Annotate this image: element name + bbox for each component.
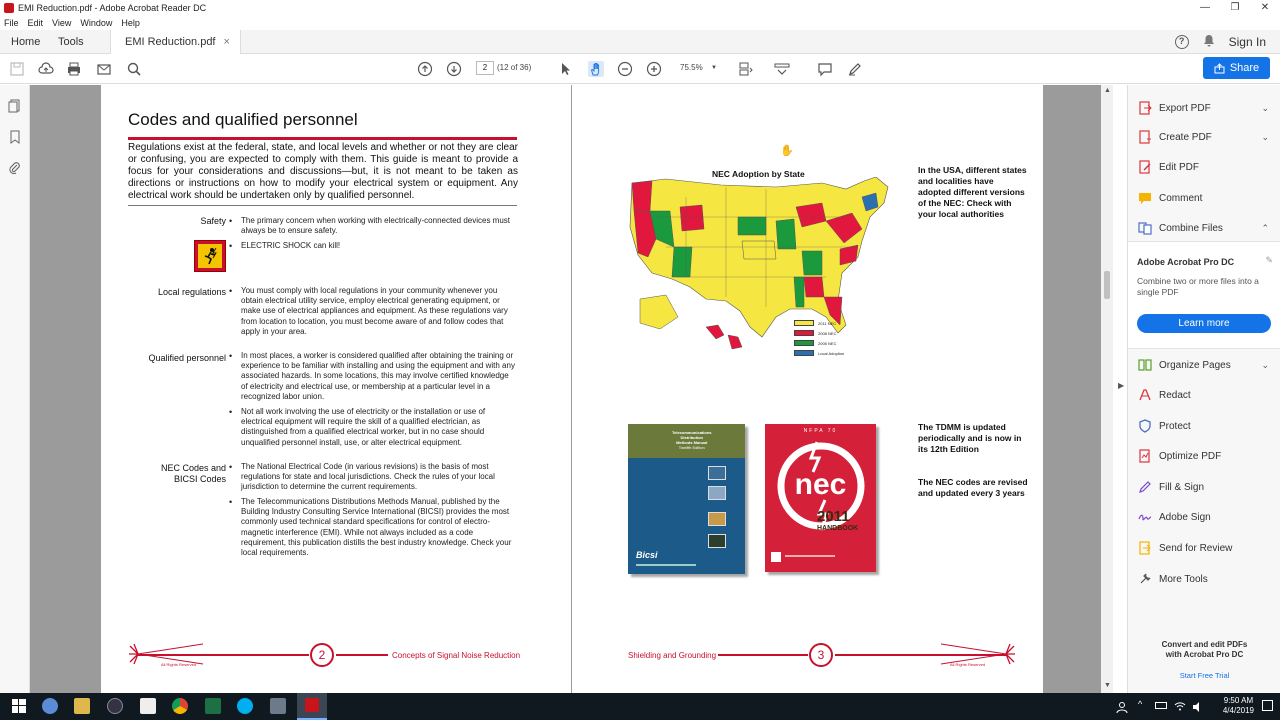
share-button[interactable] — [1203, 57, 1270, 79]
tab-document-label: EMI Reduction.pdf — [125, 36, 216, 48]
tool-label: Protect — [1159, 420, 1191, 432]
book-photo — [708, 512, 726, 526]
menu-bar — [0, 16, 1280, 30]
footer-page-number: 2 — [310, 643, 334, 667]
share-label: Share — [1229, 62, 1260, 74]
section-label-safety: Safety — [200, 216, 226, 226]
chevron-up-icon: ⌃ — [1261, 222, 1269, 233]
terminal-app-icon[interactable] — [270, 698, 286, 714]
nfpa-logo — [771, 552, 781, 562]
legend-swatch — [794, 350, 814, 356]
select-cursor-icon[interactable] — [557, 60, 575, 78]
nec-handbook-cover — [765, 424, 876, 572]
tool-label: Comment — [1159, 192, 1203, 204]
chevron-down-icon: ⌄ — [1261, 102, 1269, 113]
hand-cursor-icon: ✋ — [780, 145, 794, 157]
book-year: 2011 — [817, 508, 850, 525]
book-edition: Twelfth Edition — [678, 445, 705, 450]
page-count-label: (12 of 36) — [497, 63, 532, 72]
edit-pdf-icon — [1138, 160, 1152, 174]
save-icon[interactable] — [8, 60, 26, 78]
document-viewport[interactable] — [30, 85, 1113, 693]
footer-rule — [718, 654, 808, 656]
intro-divider — [128, 205, 517, 206]
footer-chapter-title: Shielding and Grounding — [628, 651, 717, 660]
tool-label: Redact — [1159, 389, 1191, 401]
excel-icon[interactable] — [205, 698, 221, 714]
book-photo — [708, 534, 726, 548]
section-label-line: NEC Codes and — [160, 463, 226, 473]
optimize-pdf-icon — [1138, 449, 1152, 463]
email-icon[interactable] — [95, 60, 113, 78]
acrobat-pro-promo — [1128, 241, 1280, 349]
zoom-dropdown[interactable] — [676, 61, 722, 75]
tool-send-for-review[interactable] — [1138, 538, 1273, 558]
scrollbar-thumb[interactable] — [1104, 271, 1110, 299]
left-navigation-rail — [0, 85, 30, 693]
book-top-label: NFPA 70 — [803, 428, 838, 434]
tool-label: More Tools — [1159, 573, 1208, 585]
tool-label: Edit PDF — [1159, 161, 1200, 173]
legend-swatch — [794, 330, 814, 336]
tab-close-icon[interactable]: × — [223, 36, 230, 48]
bookmark-icon[interactable] — [8, 130, 22, 144]
pin-icon[interactable]: ✎ — [1265, 255, 1273, 265]
camera-app-icon[interactable] — [140, 698, 156, 714]
chevron-down-icon: ⌄ — [1261, 359, 1269, 370]
bullet-item: • In most places, a worker is considered qualified after obtaining the training or experience to be familiar with installing and using the equipment and with any associated hazards. In some locations, this may involve certified knowledge of electricity and electrical use, or membership at a particular level in a recognized labor union. — [241, 351, 516, 402]
book-title-line: Telecommunications — [672, 430, 712, 435]
more-tools-icon — [1138, 572, 1152, 586]
map-title: NEC Adoption by State — [712, 169, 805, 179]
tool-export-pdf[interactable] — [1138, 98, 1273, 118]
page-view-icon[interactable] — [736, 60, 754, 78]
comment-tool-icon — [1138, 191, 1152, 205]
bicsi-logo: Bicsi — [636, 550, 658, 560]
tool-label: Create PDF — [1159, 131, 1212, 143]
hand-tool-icon[interactable] — [587, 60, 605, 78]
chevron-down-icon: ⌄ — [1261, 131, 1269, 142]
tool-label: Organize Pages — [1159, 359, 1231, 371]
convert-line: Convert and edit PDFs — [1161, 640, 1248, 649]
book-footer-line — [636, 564, 696, 566]
legend-label: 2008 NEC — [818, 330, 837, 336]
people-icon[interactable] — [1116, 700, 1128, 712]
book-photo — [708, 486, 726, 500]
scroll-down-arrow-icon[interactable]: ▼ — [1104, 682, 1111, 689]
chrome-icon[interactable] — [172, 698, 188, 714]
bullet-item: • You must comply with local regulations in your community whenever you obtain electrical utility service, employ electrical generating equipment, or make use of electrical appliances and equipment. As these regulations vary from location to location, you must become aware of and follow codes that apply in your area. — [241, 286, 516, 337]
skype-icon[interactable] — [237, 698, 253, 714]
legend-item — [794, 330, 836, 336]
send-for-review-icon — [1138, 541, 1152, 555]
footer-rights: All Rights Reserved — [161, 662, 197, 667]
page-number-input[interactable]: 2 — [476, 61, 494, 75]
book-footer-line — [785, 555, 835, 557]
windows-start-icon[interactable] — [12, 699, 26, 713]
us-nec-adoption-map — [626, 177, 898, 363]
battery-icon[interactable] — [1155, 702, 1167, 709]
convert-promo-text — [1128, 640, 1280, 660]
wifi-icon[interactable] — [1174, 699, 1186, 711]
zoom-out-icon[interactable] — [616, 60, 634, 78]
tab-tools[interactable]: Tools — [58, 36, 84, 48]
tools-panel — [1118, 85, 1280, 693]
tab-home[interactable]: Home — [11, 36, 41, 48]
tool-protect[interactable] — [1138, 416, 1273, 436]
search-taskbar-icon[interactable] — [107, 698, 123, 714]
map-side-note: In the USA, different states and localities have adopted different versions of the NEC: Check with your local authorities — [918, 165, 1027, 219]
previous-page-icon[interactable] — [416, 60, 434, 78]
tab-document[interactable] — [110, 30, 241, 54]
nec-logo-text: nec — [794, 468, 847, 501]
tdmm-side-note: The TDMM is updated periodically and is now in its 12th Edition — [918, 422, 1022, 454]
tool-adobe-sign[interactable] — [1138, 507, 1273, 527]
page-thumbnails-icon[interactable] — [8, 99, 22, 113]
acrobat-app-icon — [4, 3, 14, 13]
learn-more-button[interactable]: Learn more — [1137, 314, 1271, 333]
print-icon[interactable] — [65, 60, 83, 78]
menu-file[interactable]: File — [4, 18, 19, 28]
tool-label: Optimize PDF — [1159, 450, 1222, 462]
nec-side-note: The NEC codes are revised and updated every 3 years — [918, 477, 1028, 498]
book-subtitle: HANDBOOK — [817, 525, 859, 532]
search-icon[interactable] — [125, 60, 143, 78]
footer-page-number: 3 — [809, 643, 833, 667]
taskbar-clock[interactable] — [1223, 696, 1254, 716]
close-window-button[interactable]: ✕ — [1260, 2, 1270, 13]
adobe-sign-icon — [1138, 510, 1152, 524]
page-title: Codes and qualified personnel — [128, 110, 358, 129]
tool-comment[interactable] — [1138, 188, 1273, 208]
legend-item — [794, 350, 844, 356]
minimize-button[interactable]: — — [1200, 2, 1210, 13]
legend-label: 2005 NEC — [818, 340, 837, 346]
chevron-down-icon: ▼ — [711, 65, 717, 71]
tool-label: Adobe Sign — [1159, 511, 1211, 523]
clock-time: 9:50 AM — [1223, 696, 1254, 705]
tool-label: Send for Review — [1159, 542, 1233, 554]
cortana-icon[interactable] — [42, 698, 58, 714]
windows-taskbar — [0, 693, 1280, 720]
menu-view[interactable]: View — [52, 18, 72, 28]
legend-item — [794, 320, 836, 326]
show-hidden-icons-chevron-icon[interactable]: ^ — [1138, 699, 1143, 709]
tool-combine-files[interactable] — [1138, 218, 1273, 238]
bullet-item: • The primary concern when working with electrically-connected devices must always be to ensure safety. — [241, 216, 516, 236]
toolbar — [0, 54, 1280, 84]
section-label-local-regulations: Local regulations — [157, 287, 226, 297]
menu-edit[interactable]: Edit — [27, 18, 44, 28]
bullet-item: • The Telecommunications Distributions Methods Manual, published by the Building Industry Consulting Service International (BICSI) provides the most commonly used technical standard specifications for control of electro-magnetic interference (EMI). While not always included as a code requirement, this publication distills the best industry knowledge. Check your local requirements. — [241, 497, 516, 558]
window-title: EMI Reduction.pdf - Adobe Acrobat Reader DC — [18, 3, 207, 13]
tool-redact[interactable] — [1138, 385, 1273, 405]
file-explorer-icon[interactable] — [74, 698, 90, 714]
fill-sign-icon — [1138, 480, 1152, 494]
tool-edit-pdf[interactable] — [1138, 157, 1273, 177]
footer-rule — [336, 654, 388, 656]
footer-chapter-title: Concepts of Signal Noise Reduction — [392, 651, 521, 660]
legend-label: Local Adoption — [818, 350, 845, 356]
scroll-up-arrow-icon[interactable]: ▲ — [1104, 87, 1111, 94]
section-label-nec-bicsi — [161, 463, 226, 485]
book-photo — [708, 466, 726, 480]
pdf-page-left — [101, 85, 571, 693]
tool-organize-pages[interactable] — [1138, 355, 1273, 375]
combine-files-icon — [1138, 221, 1152, 235]
footer-rule — [138, 654, 309, 656]
attachment-icon[interactable] — [8, 161, 22, 175]
tool-label: Combine Files — [1159, 222, 1223, 234]
book-title-line: Distribution — [680, 435, 703, 440]
section-label-qualified-personnel: Qualified personnel — [148, 353, 226, 363]
bullet-item: • Not all work involving the use of electricity or the installation or use of electrical equipment will require the skill of a qualified electrician, as distinguished from a qualified electrical worker, but in no case should unqualified personnel install, use, or alter electrical equipment. — [241, 407, 516, 448]
sign-in-link[interactable]: Sign In — [1228, 35, 1266, 49]
acrobat-taskbar-icon — [305, 698, 319, 712]
upload-cloud-icon[interactable] — [37, 60, 55, 78]
tool-label: Fill & Sign — [1159, 481, 1205, 493]
help-icon[interactable]: ? — [1175, 35, 1189, 49]
intro-paragraph: Regulations exist at the federal, state, and local levels and whether or not they are clear or confusing, you are expected to comply with them. This guide is meant to provide a focus for your considerations and discussions—but, it is not meant to be taken as directions or instructions on how to modify your electrical system or equipment. Any electrical work should be undertaken only by qualified personnel. — [128, 142, 518, 201]
tool-optimize-pdf[interactable] — [1138, 446, 1273, 466]
tool-create-pdf[interactable] — [1138, 127, 1273, 147]
export-pdf-icon — [1138, 101, 1152, 115]
convert-line: with Acrobat Pro DC — [1165, 650, 1244, 659]
shield-icon — [1138, 419, 1152, 433]
legend-item — [794, 340, 836, 346]
acrobat-taskbar-button[interactable] — [297, 693, 327, 720]
book-title-line: Methods Manual — [676, 440, 708, 445]
zoom-value: 75.5% — [680, 63, 703, 72]
comment-icon[interactable] — [816, 60, 834, 78]
legend-label: 2011 NEC — [818, 320, 837, 326]
volume-icon[interactable] — [1192, 700, 1204, 712]
tool-more-tools[interactable] — [1138, 569, 1273, 589]
next-page-icon[interactable] — [445, 60, 463, 78]
electric-shock-warning-icon — [194, 240, 226, 272]
legend-swatch — [794, 340, 814, 346]
organize-pages-icon — [1138, 358, 1152, 372]
bullet-item: • The National Electrical Code (in various revisions) is the basis of most regulations for state and local jurisdictions. Check the rules of your local jurisdiction to determine the current requirements. — [241, 462, 516, 493]
legend-swatch — [794, 320, 814, 326]
footer-rights: All Rights Reserved — [950, 662, 986, 667]
tool-fill-sign[interactable] — [1138, 477, 1273, 497]
tab-row — [0, 30, 1280, 54]
pdf-page-right — [572, 85, 1043, 693]
promo-title: Adobe Acrobat Pro DC — [1137, 257, 1235, 267]
create-pdf-icon — [1138, 130, 1152, 144]
collapse-tools-panel-icon[interactable]: ▶ — [1118, 381, 1125, 390]
clock-date: 4/4/2019 — [1222, 706, 1254, 715]
share-icon — [1214, 63, 1225, 74]
promo-description: Combine two or more files into a single PDF — [1137, 276, 1259, 297]
notification-center-icon[interactable] — [1262, 700, 1273, 711]
highlight-pen-icon[interactable] — [846, 60, 864, 78]
tdmm-book-cover — [628, 424, 745, 574]
title-bar — [0, 0, 1280, 16]
vertical-scrollbar[interactable] — [1101, 85, 1113, 693]
maximize-button[interactable]: ❐ — [1230, 2, 1240, 13]
scroll-mode-icon[interactable] — [773, 60, 791, 78]
bullet-item: • ELECTRIC SHOCK can kill! — [241, 241, 516, 251]
menu-window[interactable]: Window — [80, 18, 113, 28]
section-label-line: BICSI Codes — [173, 474, 226, 484]
title-rule — [128, 137, 517, 140]
zoom-in-icon[interactable] — [645, 60, 663, 78]
menu-help[interactable]: Help — [121, 18, 140, 28]
notification-bell-icon[interactable] — [1203, 34, 1215, 50]
start-free-trial-link[interactable]: Start Free Trial — [1179, 671, 1230, 680]
tool-label: Export PDF — [1159, 102, 1211, 114]
redact-icon — [1138, 388, 1152, 402]
